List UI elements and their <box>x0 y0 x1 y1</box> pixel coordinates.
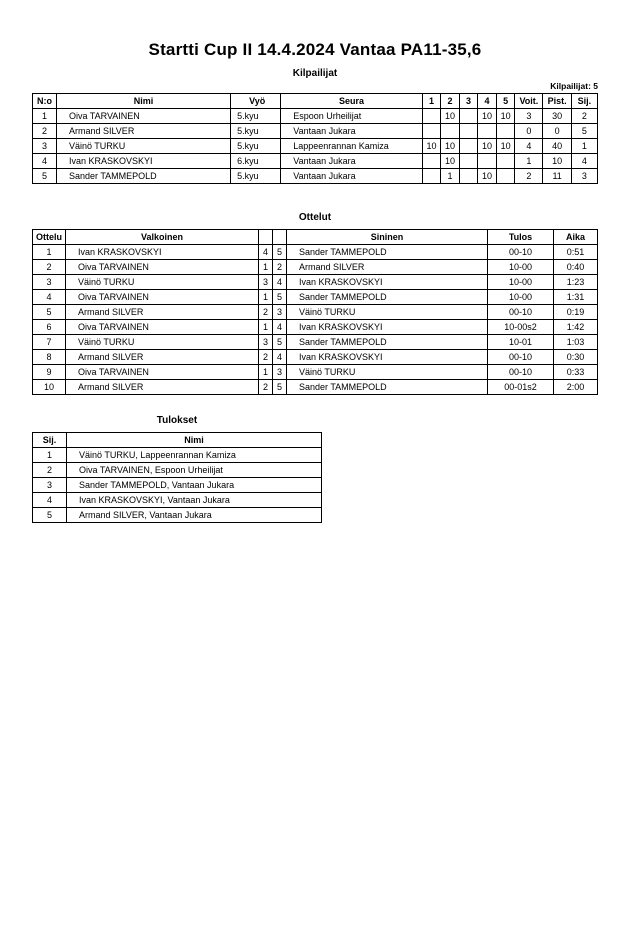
cell-club: Espoon Urheilijat <box>281 109 423 124</box>
col-wins: Voit. <box>515 94 543 109</box>
cell-wins: 0 <box>515 124 543 139</box>
cell-blue: Sander TAMMEPOLD <box>286 290 487 305</box>
col-points: Pist. <box>543 94 571 109</box>
cell-blue: Väinö TURKU <box>286 365 487 380</box>
col-result: Tulos <box>488 230 554 245</box>
cell-time: 0:33 <box>554 365 598 380</box>
table-row <box>33 380 598 395</box>
table-row <box>33 109 598 124</box>
cell-white-no: 1 <box>258 260 272 275</box>
page-title: Startti Cup II 14.4.2024 Vantaa PA11-35,6 <box>148 40 482 59</box>
cell-white: Armand SILVER <box>66 350 259 365</box>
cell-result: 00-10 <box>488 305 554 320</box>
col-white: Valkoinen <box>66 230 259 245</box>
cell-blue-no: 2 <box>272 260 286 275</box>
cell-r1: 10 <box>422 139 441 154</box>
cell-wins: 1 <box>515 154 543 169</box>
matches-table <box>32 229 598 395</box>
cell-rank: 1 <box>33 448 67 463</box>
cell-rank: 2 <box>33 463 67 478</box>
cell-white-no: 1 <box>258 365 272 380</box>
cell-name: Ivan KRASKOVSKYI, Vantaan Jukara <box>67 493 322 508</box>
cell-blue: Ivan KRASKOVSKYI <box>286 320 487 335</box>
cell-club: Vantaan Jukara <box>281 169 423 184</box>
cell-white: Ivan KRASKOVSKYI <box>66 245 259 260</box>
col-r1: 1 <box>422 94 441 109</box>
cell-belt: 6.kyu <box>231 154 281 169</box>
cell-blue-no: 3 <box>272 305 286 320</box>
cell-name: Oiva TARVAINEN <box>56 109 230 124</box>
cell-name: Väinö TURKU <box>56 139 230 154</box>
cell-name: Väinö TURKU, Lappeenrannan Kamiza <box>67 448 322 463</box>
cell-points: 30 <box>543 109 571 124</box>
cell-r1 <box>422 154 441 169</box>
cell-r4 <box>478 124 497 139</box>
cell-blue: Sander TAMMEPOLD <box>286 380 487 395</box>
cell-r3 <box>459 169 478 184</box>
col-match: Ottelu <box>33 230 66 245</box>
competitors-heading: Kilpailijat <box>292 68 338 79</box>
cell-blue: Ivan KRASKOVSKYI <box>286 350 487 365</box>
table-row <box>33 493 322 508</box>
cell-time: 0:40 <box>554 260 598 275</box>
cell-match: 6 <box>33 320 66 335</box>
cell-no: 3 <box>33 139 57 154</box>
table-row <box>33 320 598 335</box>
competitors-count: Kilpailijat: 5 <box>550 81 598 91</box>
cell-r4: 10 <box>478 109 497 124</box>
cell-white: Väinö TURKU <box>66 275 259 290</box>
col-r2: 2 <box>441 94 460 109</box>
cell-result: 00-10 <box>488 245 554 260</box>
col-name: Nimi <box>56 94 230 109</box>
col-club: Seura <box>281 94 423 109</box>
table-row <box>33 290 598 305</box>
table-row <box>33 275 598 290</box>
cell-r3 <box>459 109 478 124</box>
cell-time: 2:00 <box>554 380 598 395</box>
cell-time: 1:31 <box>554 290 598 305</box>
cell-match: 5 <box>33 305 66 320</box>
cell-rank: 3 <box>571 169 597 184</box>
cell-name: Armand SILVER, Vantaan Jukara <box>67 508 322 523</box>
table-row <box>33 508 322 523</box>
cell-rank: 2 <box>571 109 597 124</box>
cell-match: 4 <box>33 290 66 305</box>
cell-white-no: 2 <box>258 380 272 395</box>
cell-blue-no: 5 <box>272 245 286 260</box>
table-row <box>33 448 322 463</box>
cell-time: 0:19 <box>554 305 598 320</box>
cell-r5: 10 <box>496 139 515 154</box>
cell-belt: 5.kyu <box>231 109 281 124</box>
cell-name: Oiva TARVAINEN, Espoon Urheilijat <box>67 463 322 478</box>
table-row <box>33 335 598 350</box>
cell-wins: 3 <box>515 109 543 124</box>
cell-white-no: 1 <box>258 290 272 305</box>
cell-white: Oiva TARVAINEN <box>66 290 259 305</box>
cell-match: 1 <box>33 245 66 260</box>
cell-white: Armand SILVER <box>66 380 259 395</box>
cell-club: Lappeenrannan Kamiza <box>281 139 423 154</box>
cell-club: Vantaan Jukara <box>281 124 423 139</box>
cell-r3 <box>459 139 478 154</box>
table-row <box>33 169 598 184</box>
col-rank: Sij. <box>571 94 597 109</box>
cell-rank: 5 <box>571 124 597 139</box>
cell-blue: Armand SILVER <box>286 260 487 275</box>
cell-no: 2 <box>33 124 57 139</box>
table-row <box>33 478 322 493</box>
cell-belt: 5.kyu <box>231 124 281 139</box>
cell-rank: 3 <box>33 478 67 493</box>
cell-club: Vantaan Jukara <box>281 154 423 169</box>
col-belt: Vyö <box>231 94 281 109</box>
cell-rank: 1 <box>571 139 597 154</box>
cell-points: 11 <box>543 169 571 184</box>
cell-r5: 10 <box>496 109 515 124</box>
cell-blue-no: 5 <box>272 290 286 305</box>
table-row <box>33 124 598 139</box>
table-row <box>33 305 598 320</box>
cell-no: 1 <box>33 109 57 124</box>
table-header-row <box>33 94 598 109</box>
table-row <box>33 463 322 478</box>
col-r4: 4 <box>478 94 497 109</box>
table-row <box>33 245 598 260</box>
cell-r2: 10 <box>441 154 460 169</box>
cell-wins: 4 <box>515 139 543 154</box>
cell-result: 10-01 <box>488 335 554 350</box>
col-r5: 5 <box>496 94 515 109</box>
cell-r5 <box>496 169 515 184</box>
cell-match: 2 <box>33 260 66 275</box>
cell-blue-no: 4 <box>272 350 286 365</box>
cell-r3 <box>459 124 478 139</box>
cell-time: 1:23 <box>554 275 598 290</box>
cell-rank: 4 <box>33 493 67 508</box>
cell-result: 10-00 <box>488 260 554 275</box>
cell-name: Sander TAMMEPOLD <box>56 169 230 184</box>
col-rank: Sij. <box>33 433 67 448</box>
cell-result: 00-10 <box>488 365 554 380</box>
table-row <box>33 154 598 169</box>
table-row <box>33 260 598 275</box>
cell-white: Oiva TARVAINEN <box>66 260 259 275</box>
cell-blue-no: 5 <box>272 335 286 350</box>
cell-white-no: 3 <box>258 335 272 350</box>
col-time: Aika <box>554 230 598 245</box>
cell-result: 00-01s2 <box>488 380 554 395</box>
cell-r4 <box>478 154 497 169</box>
cell-match: 10 <box>33 380 66 395</box>
col-name: Nimi <box>67 433 322 448</box>
table-row <box>33 139 598 154</box>
document-page <box>0 40 630 931</box>
results-table <box>32 432 322 523</box>
cell-white: Oiva TARVAINEN <box>66 365 259 380</box>
cell-result: 00-10 <box>488 350 554 365</box>
col-blue-no <box>272 230 286 245</box>
table-header-row <box>33 230 598 245</box>
cell-result: 10-00 <box>488 275 554 290</box>
cell-r3 <box>459 154 478 169</box>
cell-result: 10-00s2 <box>488 320 554 335</box>
cell-blue-no: 4 <box>272 275 286 290</box>
cell-belt: 5.kyu <box>231 169 281 184</box>
cell-name: Ivan KRASKOVSKYI <box>56 154 230 169</box>
col-white-no <box>258 230 272 245</box>
cell-rank: 5 <box>33 508 67 523</box>
cell-white: Oiva TARVAINEN <box>66 320 259 335</box>
cell-r2: 10 <box>441 109 460 124</box>
cell-points: 0 <box>543 124 571 139</box>
col-blue: Sininen <box>286 230 487 245</box>
matches-heading: Ottelut <box>298 212 332 223</box>
cell-r2: 1 <box>441 169 460 184</box>
table-header-row <box>33 433 322 448</box>
cell-match: 8 <box>33 350 66 365</box>
cell-time: 1:03 <box>554 335 598 350</box>
col-no: N:o <box>33 94 57 109</box>
cell-no: 5 <box>33 169 57 184</box>
cell-white-no: 1 <box>258 320 272 335</box>
cell-r4: 10 <box>478 169 497 184</box>
cell-r5 <box>496 124 515 139</box>
cell-blue: Väinö TURKU <box>286 305 487 320</box>
cell-wins: 2 <box>515 169 543 184</box>
cell-time: 0:51 <box>554 245 598 260</box>
cell-match: 7 <box>33 335 66 350</box>
cell-points: 40 <box>543 139 571 154</box>
cell-white: Väinö TURKU <box>66 335 259 350</box>
cell-blue-no: 4 <box>272 320 286 335</box>
cell-white-no: 3 <box>258 275 272 290</box>
table-row <box>33 365 598 380</box>
cell-match: 9 <box>33 365 66 380</box>
cell-match: 3 <box>33 275 66 290</box>
cell-blue: Ivan KRASKOVSKYI <box>286 275 487 290</box>
cell-blue: Sander TAMMEPOLD <box>286 335 487 350</box>
cell-white-no: 2 <box>258 305 272 320</box>
cell-r1 <box>422 169 441 184</box>
col-r3: 3 <box>459 94 478 109</box>
competitors-table <box>32 93 598 184</box>
cell-blue-no: 5 <box>272 380 286 395</box>
cell-r5 <box>496 154 515 169</box>
results-table-wrap <box>0 432 630 523</box>
cell-time: 1:42 <box>554 320 598 335</box>
cell-white-no: 2 <box>258 350 272 365</box>
competitors-count-row <box>0 79 630 93</box>
cell-blue: Sander TAMMEPOLD <box>286 245 487 260</box>
competitors-table-wrap <box>0 93 630 184</box>
cell-r4: 10 <box>478 139 497 154</box>
cell-no: 4 <box>33 154 57 169</box>
cell-time: 0:30 <box>554 350 598 365</box>
cell-white: Armand SILVER <box>66 305 259 320</box>
cell-r1 <box>422 124 441 139</box>
cell-rank: 4 <box>571 154 597 169</box>
cell-white-no: 4 <box>258 245 272 260</box>
cell-r2 <box>441 124 460 139</box>
cell-name: Sander TAMMEPOLD, Vantaan Jukara <box>67 478 322 493</box>
cell-points: 10 <box>543 154 571 169</box>
cell-name: Armand SILVER <box>56 124 230 139</box>
matches-table-wrap <box>0 229 630 395</box>
cell-belt: 5.kyu <box>231 139 281 154</box>
cell-blue-no: 3 <box>272 365 286 380</box>
cell-r2: 10 <box>441 139 460 154</box>
results-heading: Tulokset <box>156 415 198 426</box>
table-row <box>33 350 598 365</box>
cell-result: 10-00 <box>488 290 554 305</box>
cell-r1 <box>422 109 441 124</box>
